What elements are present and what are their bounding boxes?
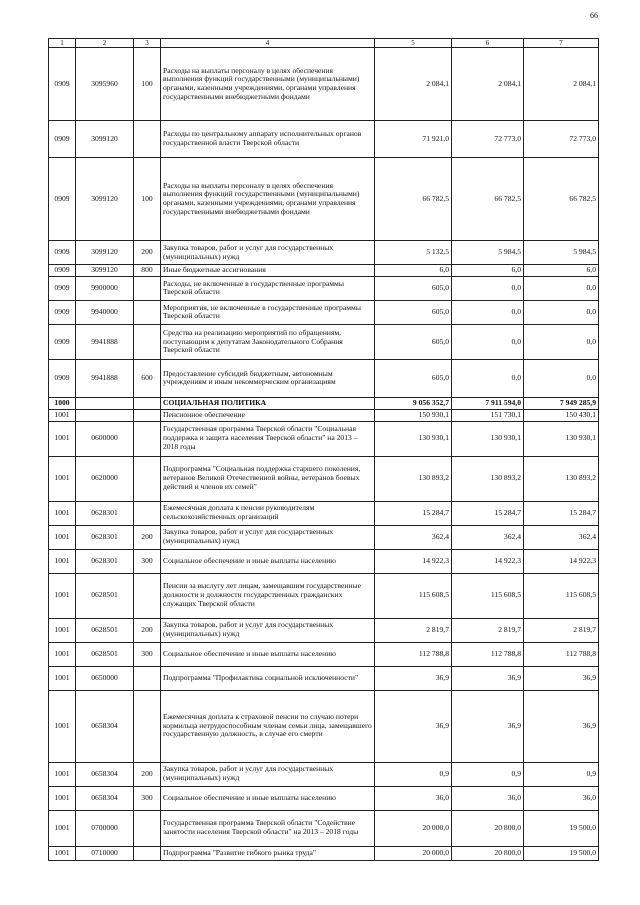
target-article-code-cell: 9941888 [76,324,134,359]
section-code-cell: 1001 [49,846,76,860]
target-article-code-cell: 0628301 [76,525,134,549]
amount-col5-cell: 150 930,1 [375,409,452,421]
header-cell: 1 [49,39,76,48]
target-article-code-cell: 3095960 [76,48,134,121]
section-code-cell: 1001 [49,786,76,810]
amount-col7-cell: 115 608,5 [524,573,599,618]
table-row [49,549,599,573]
section-code-cell: 1001 [49,642,76,666]
section-code-cell: 0909 [49,265,76,277]
target-article-code-cell: 0600000 [76,421,134,456]
amount-col6-cell: 5 984,5 [452,241,524,265]
expense-type-code-cell [134,501,161,525]
target-article-code-cell: 0658304 [76,690,134,762]
table-row [49,501,599,525]
amount-col7-cell: 36,9 [524,666,599,690]
amount-col7-cell: 5 984,5 [524,241,599,265]
amount-col5-cell: 20 000,0 [375,810,452,846]
amount-col5-cell: 605,0 [375,276,452,300]
item-name-cell: Закупка товаров, работ и услуг для государственных (муниципальных) нужд [161,618,375,642]
item-name-cell: Расходы, не включенные в государственные программы Тверской области [161,276,375,300]
item-name-cell: Государственная программа Тверской области "Содействие занятости населения Тверской области" на 2013 – 2018 годы [161,810,375,846]
header-cell: 5 [375,39,452,48]
amount-col6-cell: 130 893,2 [452,456,524,501]
expense-type-code-cell: 100 [134,48,161,121]
amount-col5-cell: 605,0 [375,324,452,359]
expense-type-code-cell: 200 [134,525,161,549]
expense-type-code-cell: 300 [134,549,161,573]
amount-col7-cell: 36,9 [524,690,599,762]
item-name-cell: Социальное обеспечение и иные выплаты населению [161,642,375,666]
amount-col7-cell: 14 922,3 [524,549,599,573]
amount-col5-cell: 2 084,1 [375,48,452,121]
target-article-code-cell: 0628501 [76,642,134,666]
table-row [49,276,599,300]
amount-col6-cell: 15 284,7 [452,501,524,525]
amount-col7-cell: 6,0 [524,265,599,277]
section-code-cell: 1001 [49,421,76,456]
target-article-code-cell: 3099120 [76,158,134,241]
amount-col7-cell: 362,4 [524,525,599,549]
target-article-code-cell: 0658304 [76,762,134,786]
amount-col5-cell: 36,0 [375,786,452,810]
expense-type-code-cell: 300 [134,642,161,666]
target-article-code-cell [76,397,134,409]
table-row [49,762,599,786]
target-article-code-cell: 0700000 [76,810,134,846]
amount-col7-cell: 72 773,0 [524,121,599,158]
expense-type-code-cell [134,421,161,456]
amount-col7-cell: 66 782,5 [524,158,599,241]
amount-col7-cell: 0,0 [524,324,599,359]
expense-type-code-cell [134,846,161,860]
amount-col7-cell: 130 930,1 [524,421,599,456]
amount-col5-cell: 0,9 [375,762,452,786]
amount-col5-cell: 6,0 [375,265,452,277]
expense-type-code-cell [134,121,161,158]
amount-col6-cell: 151 730,1 [452,409,524,421]
amount-col7-cell: 0,9 [524,762,599,786]
item-name-cell: Ежемесячная доплата к пенсии руководителям сельскохозяйственных организаций [161,501,375,525]
amount-col5-cell: 112 788,8 [375,642,452,666]
expense-type-code-cell: 800 [134,265,161,277]
amount-col7-cell: 112 788,8 [524,642,599,666]
expense-type-code-cell: 200 [134,762,161,786]
table-row [49,666,599,690]
amount-col5-cell: 605,0 [375,359,452,397]
amount-col5-cell: 71 921,0 [375,121,452,158]
item-name-cell: Расходы по центральному аппарату исполнительных органов государственной власти Тверской области [161,121,375,158]
expense-type-code-cell: 200 [134,618,161,642]
amount-col5-cell: 130 930,1 [375,421,452,456]
amount-col5-cell: 14 922,3 [375,549,452,573]
amount-col6-cell: 0,9 [452,762,524,786]
item-name-cell: Предоставление субсидий бюджетным, автономным учреждениям и иным некоммерческим организациям [161,359,375,397]
table-row [49,642,599,666]
amount-col6-cell: 0,0 [452,324,524,359]
item-name-cell: Закупка товаров, работ и услуг для государственных (муниципальных) нужд [161,762,375,786]
item-name-cell: Государственная программа Тверской области "Социальная поддержка и защита населения Тверской области" на 2013 – 2018 годы [161,421,375,456]
item-name-cell: Социальное обеспечение и иные выплаты населению [161,549,375,573]
target-article-code-cell: 9900000 [76,276,134,300]
section-code-cell: 0909 [49,276,76,300]
amount-col5-cell: 115 608,5 [375,573,452,618]
expense-type-code-cell [134,690,161,762]
section-code-cell: 0909 [49,158,76,241]
target-article-code-cell: 0628301 [76,549,134,573]
amount-col6-cell: 66 782,5 [452,158,524,241]
expense-type-code-cell [134,409,161,421]
section-code-cell: 0909 [49,300,76,324]
amount-col6-cell: 36,9 [452,666,524,690]
page-number: 66 [590,11,598,20]
amount-col6-cell: 20 800,0 [452,846,524,860]
amount-col5-cell: 20 000,0 [375,846,452,860]
section-code-cell: 1001 [49,456,76,501]
expense-type-code-cell: 100 [134,158,161,241]
target-article-code-cell: 0628301 [76,501,134,525]
expense-type-code-cell [134,810,161,846]
table-row [49,810,599,846]
amount-col7-cell: 2 084,1 [524,48,599,121]
table-row [49,397,599,409]
amount-col5-cell: 2 819,7 [375,618,452,642]
target-article-code-cell: 0658304 [76,786,134,810]
amount-col6-cell: 130 930,1 [452,421,524,456]
table-row [49,324,599,359]
amount-col6-cell: 36,9 [452,690,524,762]
amount-col6-cell: 14 922,3 [452,549,524,573]
target-article-code-cell: 0620000 [76,456,134,501]
amount-col7-cell: 0,0 [524,300,599,324]
target-article-code-cell: 0650000 [76,666,134,690]
item-name-cell: Ежемесячная доплата к страховой пенсии по случаю потери кормильца нетрудоспособным членам семьи лица, замещавшего государственную должность, в случае его смерти [161,690,375,762]
amount-col5-cell: 362,4 [375,525,452,549]
amount-col5-cell: 15 284,7 [375,501,452,525]
amount-col6-cell: 2 819,7 [452,618,524,642]
table-row [49,618,599,642]
expense-type-code-cell [134,300,161,324]
section-code-cell: 1001 [49,549,76,573]
amount-col5-cell: 36,9 [375,666,452,690]
item-name-cell: СОЦИАЛЬНАЯ ПОЛИТИКА [161,397,375,409]
target-article-code-cell: 0628501 [76,573,134,618]
amount-col6-cell: 72 773,0 [452,121,524,158]
item-name-cell: Пенсионное обеспечение [161,409,375,421]
section-code-cell: 0909 [49,324,76,359]
table-row [49,786,599,810]
section-code-cell: 1001 [49,501,76,525]
expense-type-code-cell [134,276,161,300]
table-header-row [49,39,599,48]
target-article-code-cell: 9940000 [76,300,134,324]
amount-col6-cell: 0,0 [452,300,524,324]
amount-col5-cell: 5 132,5 [375,241,452,265]
amount-col7-cell: 2 819,7 [524,618,599,642]
table-row [49,525,599,549]
amount-col6-cell: 115 608,5 [452,573,524,618]
section-code-cell: 1001 [49,525,76,549]
amount-col6-cell: 362,4 [452,525,524,549]
amount-col7-cell: 0,0 [524,359,599,397]
target-article-code-cell: 0628501 [76,618,134,642]
table-row [49,421,599,456]
header-cell: 6 [452,39,524,48]
table-row [49,265,599,277]
amount-col6-cell: 6,0 [452,265,524,277]
amount-col6-cell: 0,0 [452,276,524,300]
item-name-cell: Пенсии за выслугу лет лицам, замещавшим государственные должности и должности государственных гражданских служащих Тверской области [161,573,375,618]
item-name-cell: Расходы на выплаты персоналу в целях обеспечения выполнения функций государственными (муниципальными) органами, казенными учреждениями, органами управления государственными внебюджетными фондами [161,158,375,241]
item-name-cell: Социальное обеспечение и иные выплаты населению [161,786,375,810]
amount-col7-cell: 150 430,1 [524,409,599,421]
amount-col7-cell: 19 500,0 [524,810,599,846]
item-name-cell: Закупка товаров, работ и услуг для государственных (муниципальных) нужд [161,241,375,265]
table-row [49,300,599,324]
target-article-code-cell [76,409,134,421]
expense-type-code-cell [134,456,161,501]
amount-col7-cell: 36,0 [524,786,599,810]
table-row [49,573,599,618]
table-row [49,241,599,265]
amount-col5-cell: 9 056 352,7 [375,397,452,409]
amount-col5-cell: 130 893,2 [375,456,452,501]
expense-type-code-cell: 600 [134,359,161,397]
section-code-cell: 1001 [49,573,76,618]
item-name-cell: Расходы на выплаты персоналу в целях обеспечения выполнения функций государственными (муниципальными) органами, казенными учреждениями, органами управления государственными внебюджетными фондами [161,48,375,121]
section-code-cell: 0909 [49,241,76,265]
amount-col7-cell: 130 893,2 [524,456,599,501]
header-cell: 2 [76,39,134,48]
table-row [49,456,599,501]
table-row [49,158,599,241]
section-code-cell: 1001 [49,666,76,690]
amount-col5-cell: 36,9 [375,690,452,762]
amount-col6-cell: 0,0 [452,359,524,397]
target-article-code-cell: 3099120 [76,241,134,265]
table-row [49,121,599,158]
expense-type-code-cell: 200 [134,241,161,265]
expense-type-code-cell [134,573,161,618]
target-article-code-cell: 3099120 [76,265,134,277]
header-cell: 7 [524,39,599,48]
section-code-cell: 1001 [49,409,76,421]
header-cell: 3 [134,39,161,48]
item-name-cell: Подпрограмма "Развитие гибкого рынка труда" [161,846,375,860]
expense-type-code-cell [134,324,161,359]
amount-col6-cell: 36,0 [452,786,524,810]
item-name-cell: Подпрограмма "Профилактика социальной исключенности" [161,666,375,690]
amount-col7-cell: 7 949 285,9 [524,397,599,409]
amount-col5-cell: 605,0 [375,300,452,324]
table-row [49,48,599,121]
expense-type-code-cell [134,397,161,409]
section-code-cell: 1001 [49,762,76,786]
target-article-code-cell: 9941888 [76,359,134,397]
amount-col6-cell: 112 788,8 [452,642,524,666]
section-code-cell: 1001 [49,810,76,846]
amount-col6-cell: 20 800,0 [452,810,524,846]
section-code-cell: 1001 [49,618,76,642]
header-cell: 4 [161,39,375,48]
amount-col6-cell: 2 084,1 [452,48,524,121]
table-row [49,690,599,762]
section-code-cell: 0909 [49,121,76,158]
target-article-code-cell: 0710000 [76,846,134,860]
target-article-code-cell: 3099120 [76,121,134,158]
item-name-cell: Подпрограмма "Социальная поддержка старшего поколения, ветеранов Великой Отечественной войны, ветеранов боевых действий и членов их семей" [161,456,375,501]
item-name-cell: Мероприятия, не включенные в государственные программы Тверской области [161,300,375,324]
expense-type-code-cell [134,666,161,690]
table-row [49,359,599,397]
item-name-cell: Закупка товаров, работ и услуг для государственных (муниципальных) нужд [161,525,375,549]
amount-col7-cell: 15 284,7 [524,501,599,525]
section-code-cell: 0909 [49,359,76,397]
section-code-cell: 1000 [49,397,76,409]
amount-col5-cell: 66 782,5 [375,158,452,241]
item-name-cell: Средства на реализацию мероприятий по обращениям, поступающим к депутатам Законодательного Собрания Тверской области [161,324,375,359]
expense-type-code-cell: 300 [134,786,161,810]
budget-table [48,38,599,861]
item-name-cell: Иные бюджетные ассигнования [161,265,375,277]
section-code-cell: 0909 [49,48,76,121]
amount-col6-cell: 7 911 594,0 [452,397,524,409]
table-row [49,409,599,421]
table-row [49,846,599,860]
amount-col7-cell: 0,0 [524,276,599,300]
amount-col7-cell: 19 500,0 [524,846,599,860]
section-code-cell: 1001 [49,690,76,762]
